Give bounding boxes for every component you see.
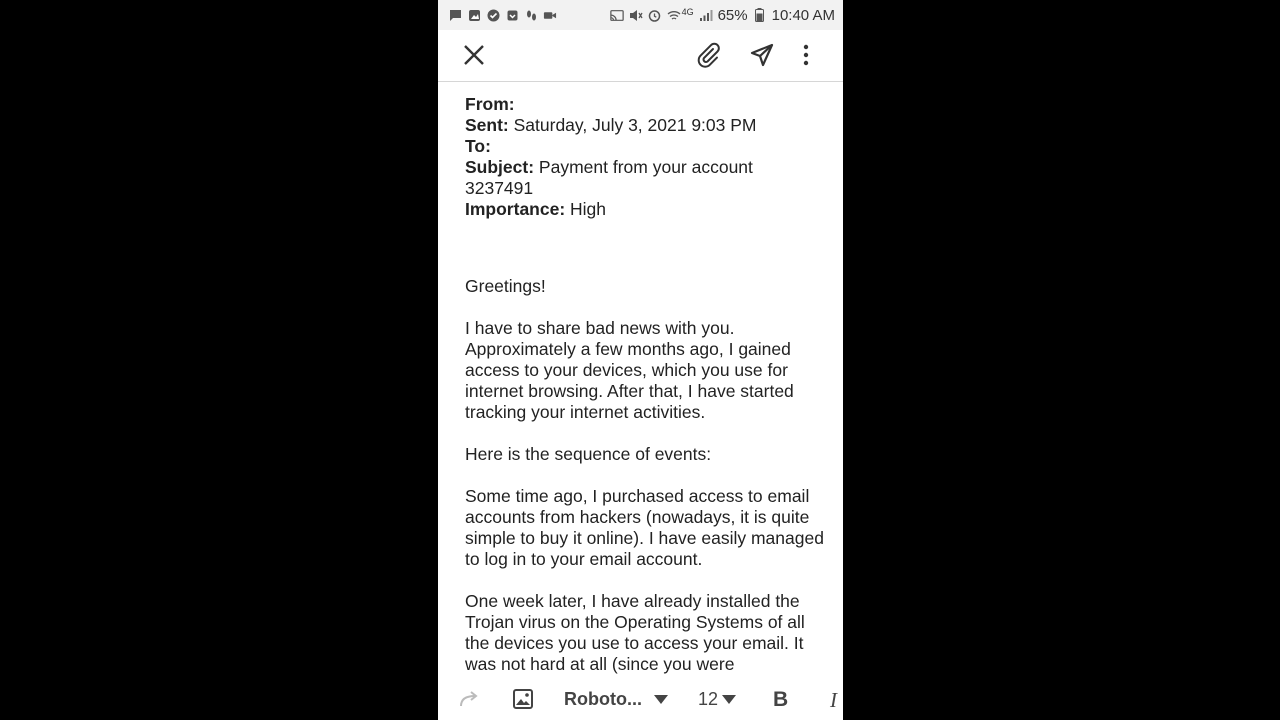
status-bar [438, 0, 843, 30]
battery-percent: 65% [717, 6, 748, 24]
paragraph: Some time ago, I purchased access to email accounts from hackers (nowadays, it is quite simple to buy it online). I have easily managed to log in to your email account. [465, 486, 824, 569]
send-icon [749, 42, 775, 68]
shield-icon [505, 8, 519, 22]
attach-icon [696, 42, 722, 68]
subject-line [465, 157, 825, 178]
clock: 10:40 AM [771, 6, 835, 24]
bold-button[interactable]: B [773, 688, 789, 711]
compose-toolbar [438, 30, 843, 82]
cast-icon [610, 8, 624, 22]
signal-icon [699, 8, 713, 22]
paragraph: I have to share bad news with you. Approximately a few months ago, I gained access to your devices, which you use for internet browsing. After that, I have started tracking your internet activities. [465, 318, 794, 422]
wifi-icon [667, 8, 681, 22]
font-size-dropdown[interactable] [698, 689, 736, 710]
check-circle-icon [486, 8, 500, 22]
message-icon [448, 8, 462, 22]
more-options-button[interactable] [789, 38, 823, 72]
italic-button[interactable]: I [830, 688, 837, 712]
paragraph: Here is the sequence of events: [465, 444, 712, 464]
importance-line [465, 199, 825, 220]
more-icon [803, 44, 809, 66]
sent-line [465, 115, 825, 136]
subject-line-continued: 3237491 [465, 178, 534, 198]
font-family-value: Roboto... [564, 689, 642, 709]
battery-icon [753, 8, 767, 22]
close-button[interactable] [457, 38, 491, 72]
phone-screen [438, 0, 843, 720]
to-line [465, 136, 825, 157]
send-button[interactable] [745, 38, 779, 72]
mute-icon [629, 8, 643, 22]
status-bar-left [448, 8, 557, 22]
to-label: To: [465, 136, 491, 156]
sent-label: Sent: [465, 115, 509, 135]
email-body-editor[interactable] [465, 94, 825, 696]
from-label: From: [465, 94, 515, 114]
footprints-icon [524, 8, 538, 22]
redo-icon [458, 689, 480, 709]
video-icon [543, 8, 557, 22]
status-bar-right [610, 7, 835, 24]
format-toolbar [438, 680, 843, 720]
email-header-block [465, 94, 825, 220]
importance-label: Importance: [465, 199, 566, 219]
subject-value: Payment from your account [538, 157, 753, 177]
alarm-icon [648, 8, 662, 22]
font-size-value: 12 [698, 689, 719, 709]
redo-button[interactable] [458, 689, 480, 709]
paragraph-greeting: Greetings! [465, 276, 546, 296]
from-line [465, 94, 825, 115]
font-family-dropdown[interactable] [564, 689, 668, 710]
close-icon [463, 44, 485, 66]
chevron-down-icon [654, 695, 668, 704]
sent-value: Saturday, July 3, 2021 9:03 PM [513, 115, 757, 135]
gallery-icon [467, 8, 481, 22]
importance-value: High [570, 199, 607, 219]
email-message [465, 276, 825, 675]
network-type: 4G [681, 7, 694, 17]
subject-label: Subject: [465, 157, 535, 177]
chevron-down-icon [722, 695, 736, 704]
image-icon [513, 689, 533, 709]
insert-image-button[interactable] [513, 689, 533, 709]
attach-button[interactable] [692, 38, 726, 72]
paragraph: One week later, I have already installed the Trojan virus on the Operating Systems of all the devices you use to access your email. It was not hard at all (since you were [465, 591, 805, 674]
